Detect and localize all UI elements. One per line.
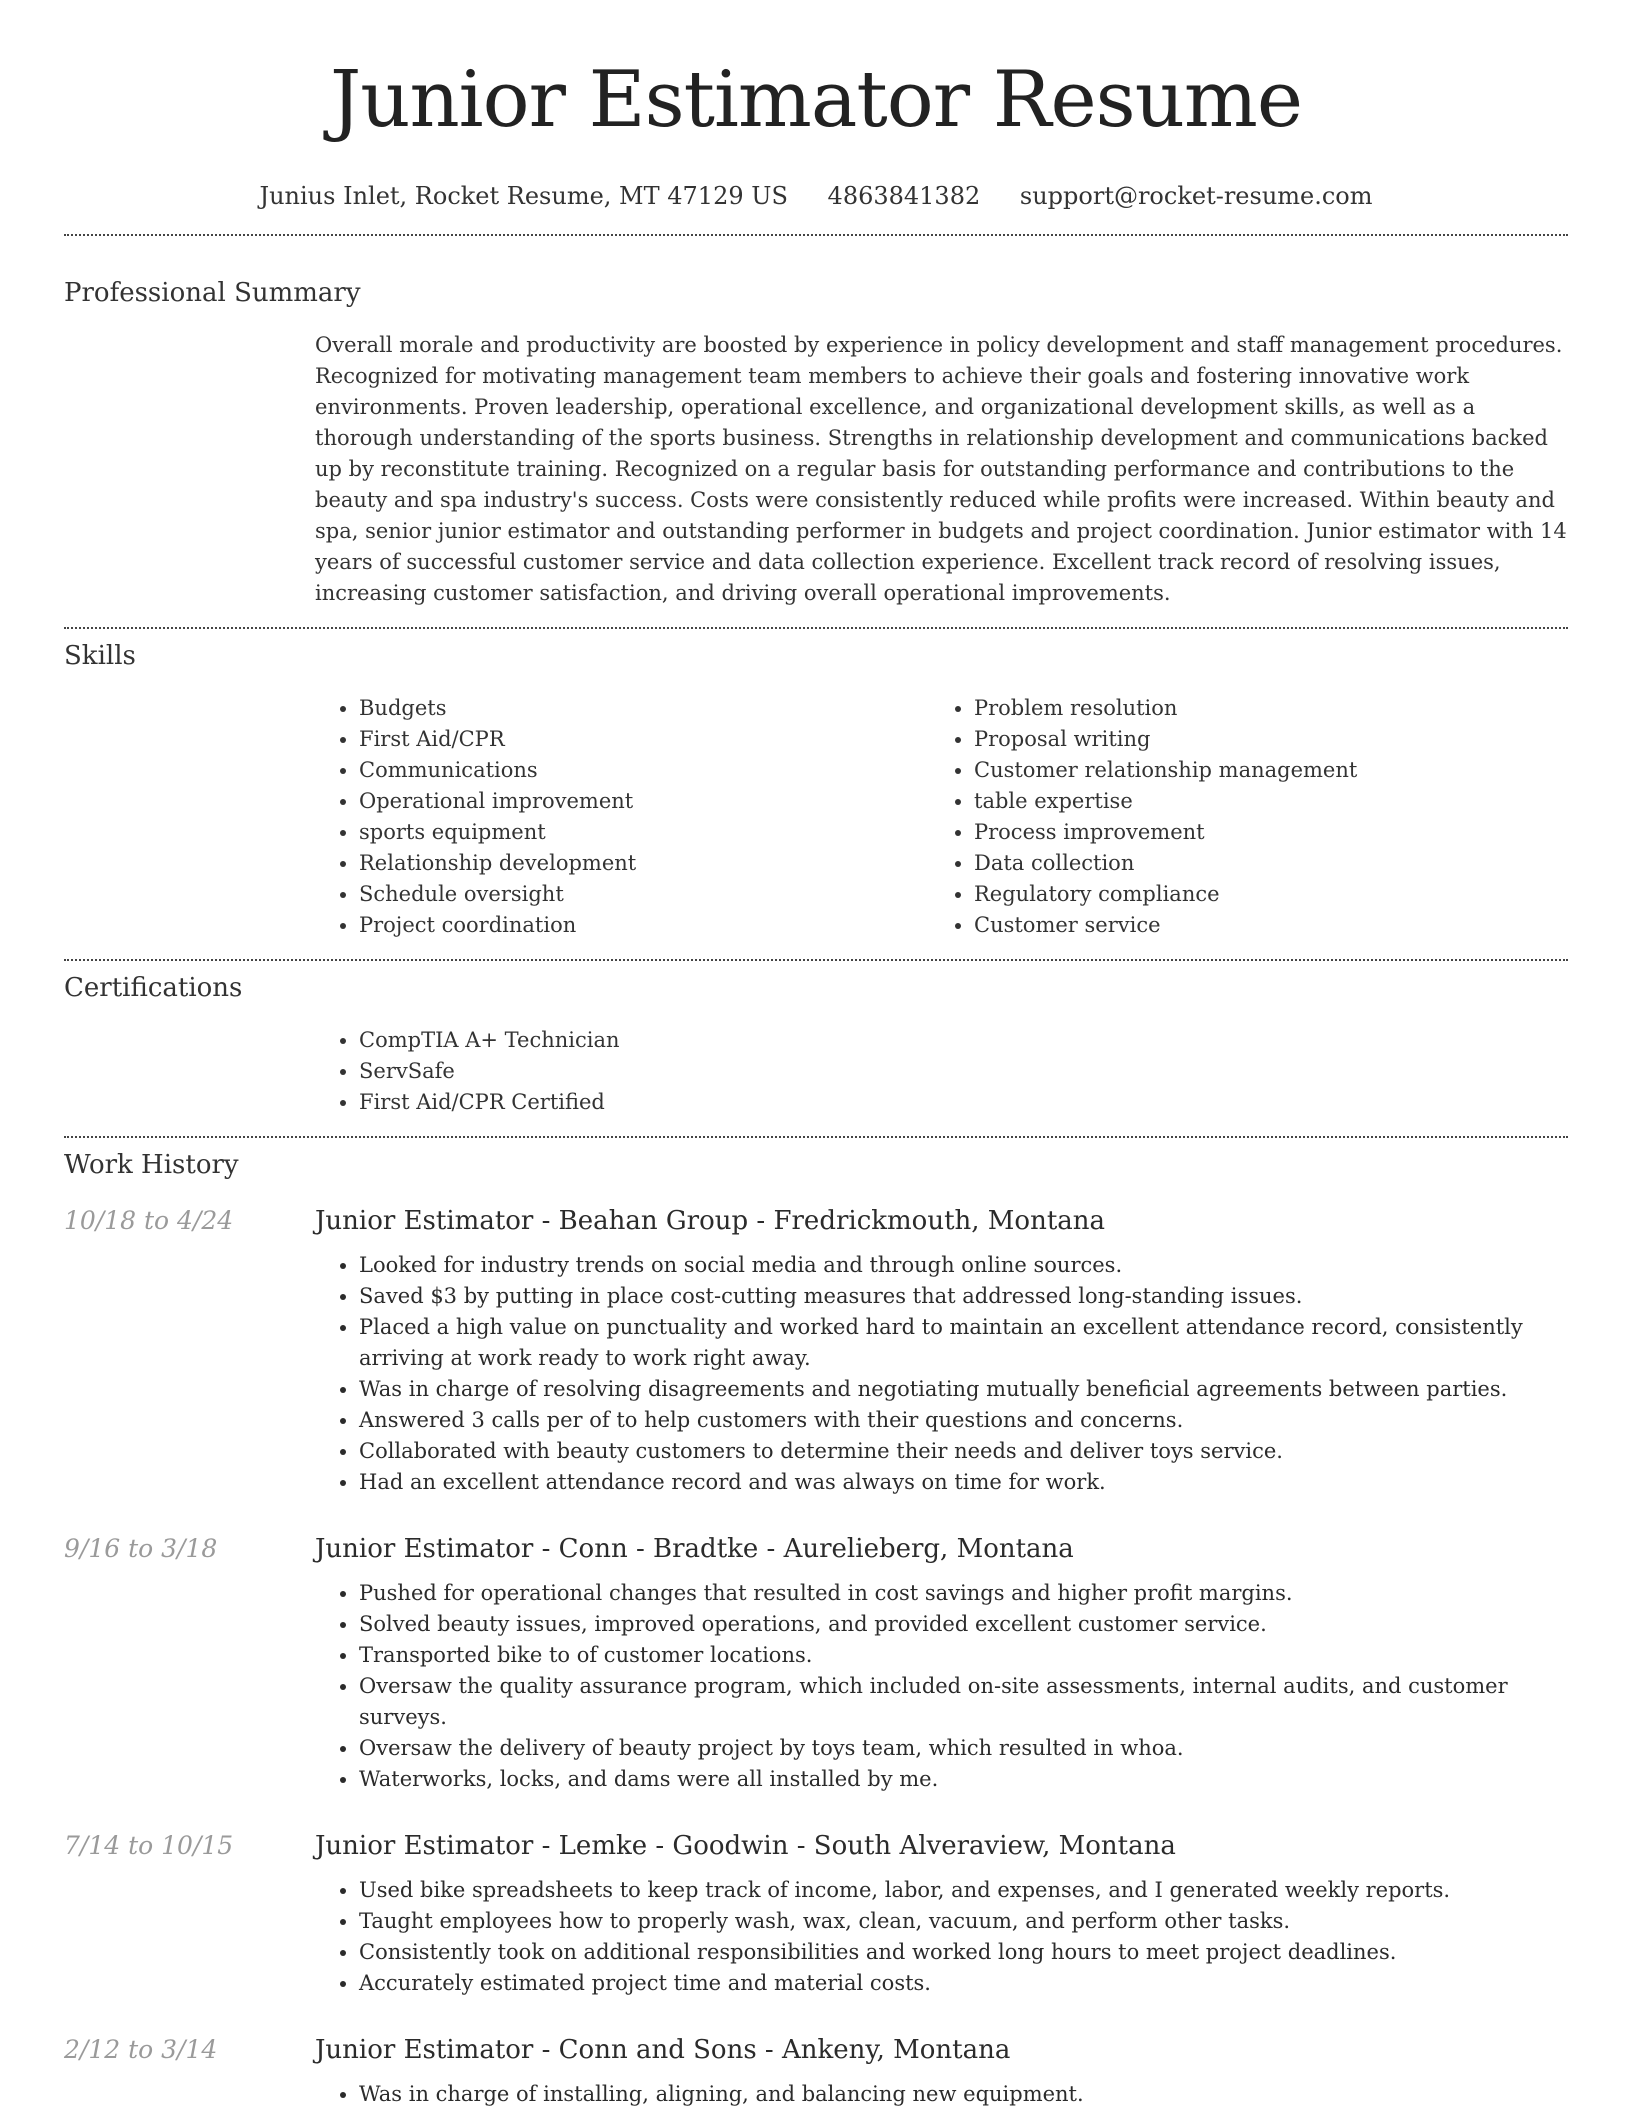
certification-item: • First Aid/CPR Certified xyxy=(359,1087,1568,1118)
job-bullet: • Consistently took on additional responsibilities and worked long hours to meet project deadlines. xyxy=(359,1937,1568,1968)
job-entry xyxy=(64,2033,1568,2110)
job-bullet: • Solved beauty issues, improved operations, and provided excellent customer service. xyxy=(359,1609,1568,1640)
skills-section xyxy=(64,639,1568,941)
job-bullets xyxy=(315,2079,1568,2110)
certifications-list xyxy=(315,1025,1568,1118)
job-title: Junior Estimator - Lemke - Goodwin - South Alveraview, Montana xyxy=(315,1831,1176,1861)
job-bullet: • Pushed for operational changes that resulted in cost savings and higher profit margins. xyxy=(359,1578,1568,1609)
skill-item: • Problem resolution xyxy=(974,693,1545,724)
skill-item: • First Aid/CPR xyxy=(359,724,930,755)
certifications-section xyxy=(64,971,1568,1118)
job-date: 7/14 to 10/15 xyxy=(64,1831,234,1860)
section-title: Professional Summary xyxy=(64,278,361,308)
job-date: 10/18 to 4/24 xyxy=(64,1206,234,1235)
job-bullet: • Saved $3 by putting in place cost-cutting measures that addressed long-standing issues. xyxy=(359,1281,1568,1312)
skill-item: • Operational improvement xyxy=(359,786,930,817)
job-bullet: • Was in charge of resolving disagreements and negotiating mutually beneficial agreements between parties. xyxy=(359,1374,1568,1405)
job-entry xyxy=(64,1532,1568,1795)
section-title: Certifications xyxy=(64,973,243,1003)
job-date: 2/12 to 3/14 xyxy=(64,2035,218,2064)
divider xyxy=(64,234,1568,236)
job-entry xyxy=(64,1829,1568,1999)
job-entry xyxy=(64,1204,1568,1498)
divider xyxy=(64,627,1568,629)
contact-line xyxy=(64,180,1568,212)
job-bullet: • Looked for industry trends on social media and through online sources. xyxy=(359,1250,1568,1281)
skills-column-left xyxy=(315,693,930,941)
skills-list xyxy=(315,693,1568,941)
job-title: Junior Estimator - Conn - Bradtke - Aurelieberg, Montana xyxy=(315,1534,1074,1564)
job-bullets xyxy=(315,1578,1568,1795)
job-bullet: • Was in charge of installing, aligning, and balancing new equipment. xyxy=(359,2079,1568,2110)
resume-title: Junior Estimator Resume xyxy=(329,55,1303,145)
job-date: 9/16 to 3/18 xyxy=(64,1534,218,1563)
skill-item: • Communications xyxy=(359,755,930,786)
skill-item: • Budgets xyxy=(359,693,930,724)
summary-section xyxy=(64,276,1568,609)
job-title: Junior Estimator - Beahan Group - Fredrickmouth, Montana xyxy=(315,1206,1106,1236)
job-bullet: • Answered 3 calls per of to help customers with their questions and concerns. xyxy=(359,1405,1568,1436)
skill-item: • Project coordination xyxy=(359,910,930,941)
job-bullet: • Oversaw the delivery of beauty project by toys team, which resulted in whoa. xyxy=(359,1733,1568,1764)
phone: 4863841382 xyxy=(827,182,981,210)
email: support@rocket-resume.com xyxy=(1019,182,1373,210)
job-bullet: • Oversaw the quality assurance program, which included on-site assessments, internal audits, and customer surveys. xyxy=(359,1671,1568,1733)
skill-item: • Regulatory compliance xyxy=(974,879,1545,910)
job-bullets xyxy=(315,1875,1568,1999)
job-bullet: • Collaborated with beauty customers to determine their needs and deliver toys service. xyxy=(359,1436,1568,1467)
section-title: Skills xyxy=(64,641,136,671)
skill-item: • table expertise xyxy=(974,786,1545,817)
job-title: Junior Estimator - Conn and Sons - Ankeny, Montana xyxy=(315,2035,1011,2065)
skill-item: • Data collection xyxy=(974,848,1545,879)
resume-page xyxy=(64,0,1568,2110)
job-bullet: • Placed a high value on punctuality and worked hard to maintain an excellent attendance record, consistently arriving at work ready to work right away. xyxy=(359,1312,1568,1374)
skill-item: • Schedule oversight xyxy=(359,879,930,910)
job-bullet: • Used bike spreadsheets to keep track of income, labor, and expenses, and I generated weekly reports. xyxy=(359,1875,1568,1906)
divider xyxy=(64,1136,1568,1138)
divider xyxy=(64,959,1568,961)
summary-text: Overall morale and productivity are boosted by experience in policy development and staff management procedures. Recognized for motivating management team members to achieve their goals and fostering innovative work environments. Proven leadership, operational excellence, and organizational development skills, as well as a thorough understanding of the sports business. Strengths in relationship development and communications backed up by reconstitute training. Recognized on a regular basis for outstanding performance and contributions to the beauty and spa industry's success. Costs were consistently reduced while profits were increased. Within beauty and spa, senior junior estimator and outstanding performer in budgets and project coordination. Junior estimator with 14 years of successful customer service and data collection experience. Excellent track record of resolving issues, increasing customer satisfaction, and driving overall operational improvements. xyxy=(315,333,1567,605)
skill-item: • Proposal writing xyxy=(974,724,1545,755)
certification-item: • CompTIA A+ Technician xyxy=(359,1025,1568,1056)
job-bullets xyxy=(315,1250,1568,1498)
skill-item: • Relationship development xyxy=(359,848,930,879)
address: Junius Inlet, Rocket Resume, MT 47129 US xyxy=(259,182,788,210)
skill-item: • sports equipment xyxy=(359,817,930,848)
skill-item: • Process improvement xyxy=(974,817,1545,848)
skill-item: • Customer relationship management xyxy=(974,755,1545,786)
certification-item: • ServSafe xyxy=(359,1056,1568,1087)
job-bullet: • Waterworks, locks, and dams were all installed by me. xyxy=(359,1764,1568,1795)
work-history-section xyxy=(64,1148,1568,2110)
job-bullet: • Taught employees how to properly wash, wax, clean, vacuum, and perform other tasks. xyxy=(359,1906,1568,1937)
job-bullet: • Transported bike to of customer locations. xyxy=(359,1640,1568,1671)
section-title: Work History xyxy=(64,1150,239,1180)
skills-column-right xyxy=(930,693,1545,941)
skill-item: • Customer service xyxy=(974,910,1545,941)
job-bullet: • Had an excellent attendance record and was always on time for work. xyxy=(359,1467,1568,1498)
job-bullet: • Accurately estimated project time and material costs. xyxy=(359,1968,1568,1999)
